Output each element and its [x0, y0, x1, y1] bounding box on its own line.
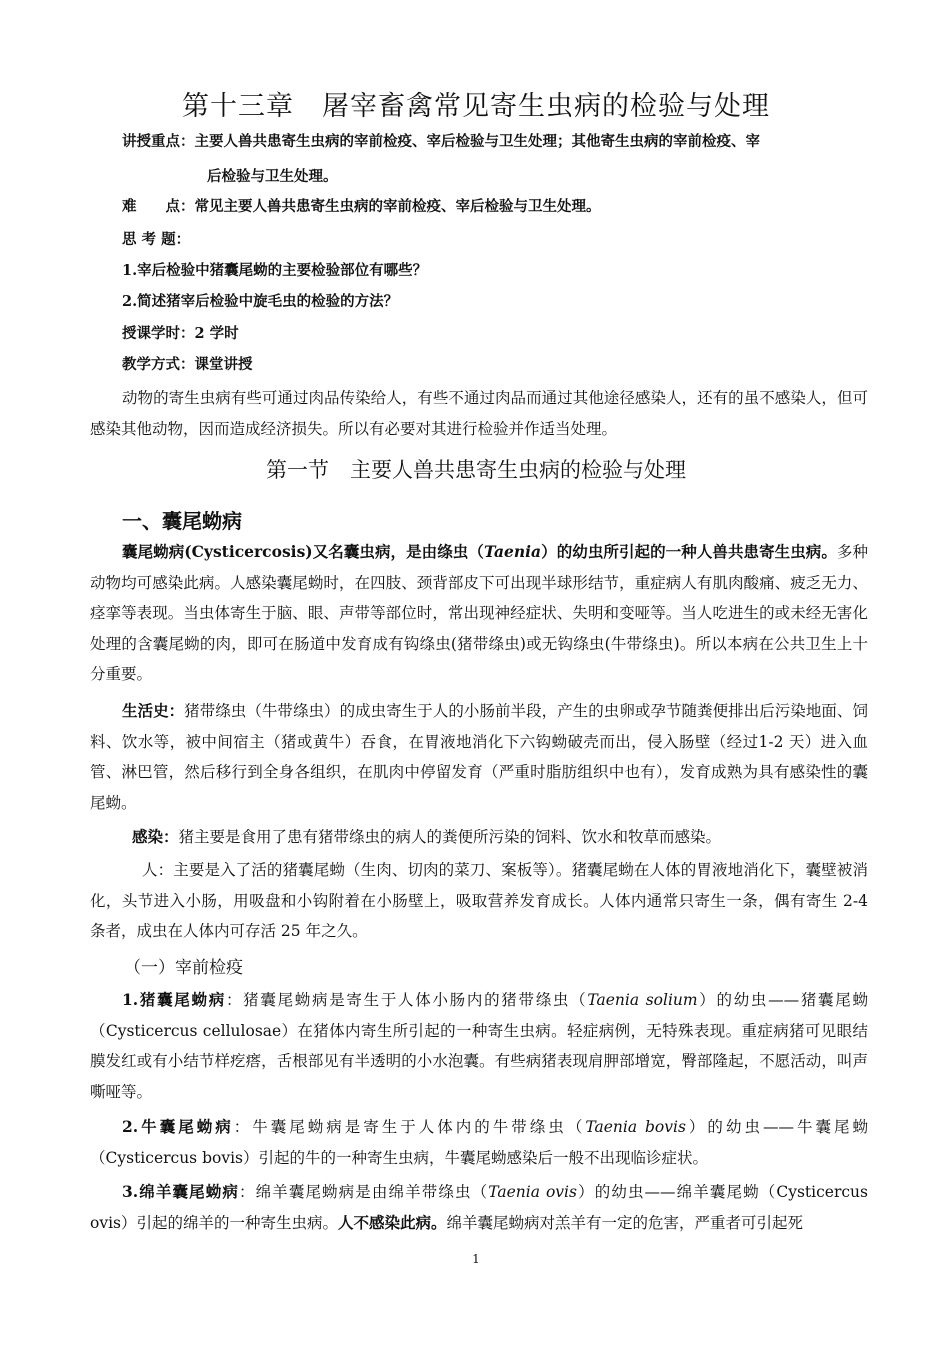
key-points-line	[122, 127, 760, 157]
item-2-text-b: ）的幼虫——牛囊尾蚴（Cysticercus bovis）引起的牛的一种寄生虫病，牛囊尾蚴感染后一般不出现临诊症状。	[90, 1118, 868, 1167]
hours-value: 2 学时	[194, 325, 239, 342]
life-history-label: 生活史：	[122, 701, 185, 720]
cyst-definition-a: 囊尾蚴病(Cysticercosis)又名囊虫病，是由绦虫（	[122, 542, 484, 561]
infection-human-paragraph	[90, 855, 868, 947]
hours-label: 授课学时：	[122, 325, 195, 342]
question-1: 1.宰后检验中猪囊尾蚴的主要检验部位有哪些？	[122, 262, 428, 279]
item-3-bold-note: 人不感染此病。	[338, 1212, 447, 1232]
item-1-paragraph	[90, 985, 868, 1107]
item-3-text-c: 绵羊囊尾蚴病对羔羊有一定的危害，严重者可引起死	[446, 1213, 804, 1232]
item-1-text-b: ）的幼虫——猪囊尾蚴（Cysticercus cellulosae）在猪体内寄生所引起的一种寄生虫病。轻症病例，无特殊表现。重症病猪可见眼结膜发红或有小结节样疙瘩，舌根部见有半透明的小水泡囊。有些病猪表现肩胛部增宽，臀部隆起，不愿活动，叫声嘶哑等。	[90, 991, 868, 1101]
difficulty-label: 难 点：	[122, 198, 195, 215]
infection-label: 感染：	[132, 827, 179, 846]
item-2-latin: Taenia bovis	[585, 1118, 686, 1136]
life-history-text: 猪带绦虫（牛带绦虫）的成虫寄生于人的小肠前半段，产生的虫卵或孕节随粪便排出后污染地面、饲料、饮水等，被中间宿主（猪或黄牛）吞食，在胃液地消化下六钩蚴破壳而出，侵入肠壁（经过1-2 天）进入血管、淋巴管，然后移行到全身各组织，在肌肉中停留发育（严重时脂肪组织中也有），发育成熟为具有感染性的囊尾蚴。	[90, 702, 868, 812]
method-value: 课堂讲授	[194, 356, 253, 373]
chapter-title: 第十三章 屠宰畜禽常见寄生虫病的检验与处理	[182, 91, 770, 122]
method-label: 教学方式：	[122, 356, 195, 373]
method-line	[122, 350, 253, 380]
cyst-latin-name: Taenia	[483, 542, 542, 561]
page-number: 1	[472, 1252, 480, 1266]
item-2-label: 2.牛囊尾蚴病	[122, 1117, 234, 1136]
cyst-definition-b: ）的幼虫所引起的一种人兽共患寄生虫病。	[541, 542, 837, 561]
life-history-paragraph	[90, 696, 868, 818]
infection-pig-paragraph	[90, 822, 868, 853]
intro-paragraph	[90, 383, 868, 444]
cysticercosis-paragraph	[90, 537, 868, 690]
item-1-label: 1.猪囊尾蚴病	[122, 990, 226, 1009]
subsection-title: 一、囊尾蚴病	[122, 509, 242, 533]
infection-human-text: 人：主要是入了活的猪囊尾蚴（生肉、切肉的菜刀、案板等）。猪囊尾蚴在人体的胃液地消化下，囊壁被消化，头节进入小肠，用吸盘和小钩附着在小肠壁上，吸取营养发育成长。人体内通常只寄生一条，偶有寄生 2-4 条者，成虫在人体内可存活 25 年之久。	[90, 861, 868, 940]
item-2-text-a: ：牛囊尾蚴病是寄生于人体内的牛带绦虫（	[233, 1118, 586, 1136]
item-3-latin: Taenia ovis	[488, 1183, 577, 1201]
difficulty-line	[122, 192, 601, 222]
questions-label: 思 考 题：	[122, 231, 191, 248]
hours-line	[122, 319, 239, 349]
item-3-label: 3.绵羊囊尾蚴病	[122, 1182, 239, 1201]
item-1-text-a: ：猪囊尾蚴病是寄生于人体小肠内的猪带绦虫（	[225, 991, 588, 1009]
section-title: 第一节 主要人兽共患寄生虫病的检验与处理	[266, 458, 686, 482]
item-2-paragraph	[90, 1112, 868, 1173]
key-points-label: 讲授重点：	[122, 133, 195, 150]
pre-slaughter-title: （一）宰前检疫	[124, 958, 243, 978]
intro-text: 动物的寄生虫病有些可通过肉品传染给人，有些不通过肉品而通过其他途径感染人，还有的虽不感染人，但可感染其他动物，因而造成经济损失。所以有必要对其进行检验并作适当处理。	[90, 389, 868, 438]
key-points-text: 主要人兽共患寄生虫病的宰前检疫、宰后检验与卫生处理；其他寄生虫病的宰前检疫、宰	[194, 133, 760, 150]
item-1-latin: Taenia solium	[587, 991, 698, 1009]
difficulty-text: 常见主要人兽共患寄生虫病的宰前检疫、宰后检验与卫生处理。	[194, 198, 601, 215]
item-3-paragraph	[90, 1177, 868, 1238]
infection-pig-text: 猪主要是食用了患有猪带绦虫的病人的粪便所污染的饲料、饮水和牧草而感染。	[178, 828, 722, 846]
cyst-description: 多种动物均可感染此病。人感染囊尾蚴时，在四肢、颈背部皮下可出现半球形结节，重症病人有肌肉酸痛、疲乏无力、痉挛等表现。当虫体寄生于脑、眼、声带等部位时，常出现神经症状、失明和变哑等。当人吃进生的或未经无害化处理的含囊尾蚴的肉，即可在肠道中发育成有钩绦虫(猪带绦虫)或无钩绦虫(牛带绦虫)。所以本病在公共卫生上十分重要。	[90, 543, 868, 683]
key-points-continuation: 后检验与卫生处理。	[207, 168, 338, 185]
question-2: 2.简述猪宰后检验中旋毛虫的检验的方法？	[122, 293, 399, 310]
item-3-text-b: ）的幼虫——绵羊囊尾蚴（Cysticercus ovis）引起的绵羊的一种寄生虫病。	[90, 1183, 868, 1232]
item-3-text-a: ：绵羊囊尾蚴病是由绵羊带绦虫（	[238, 1183, 489, 1201]
